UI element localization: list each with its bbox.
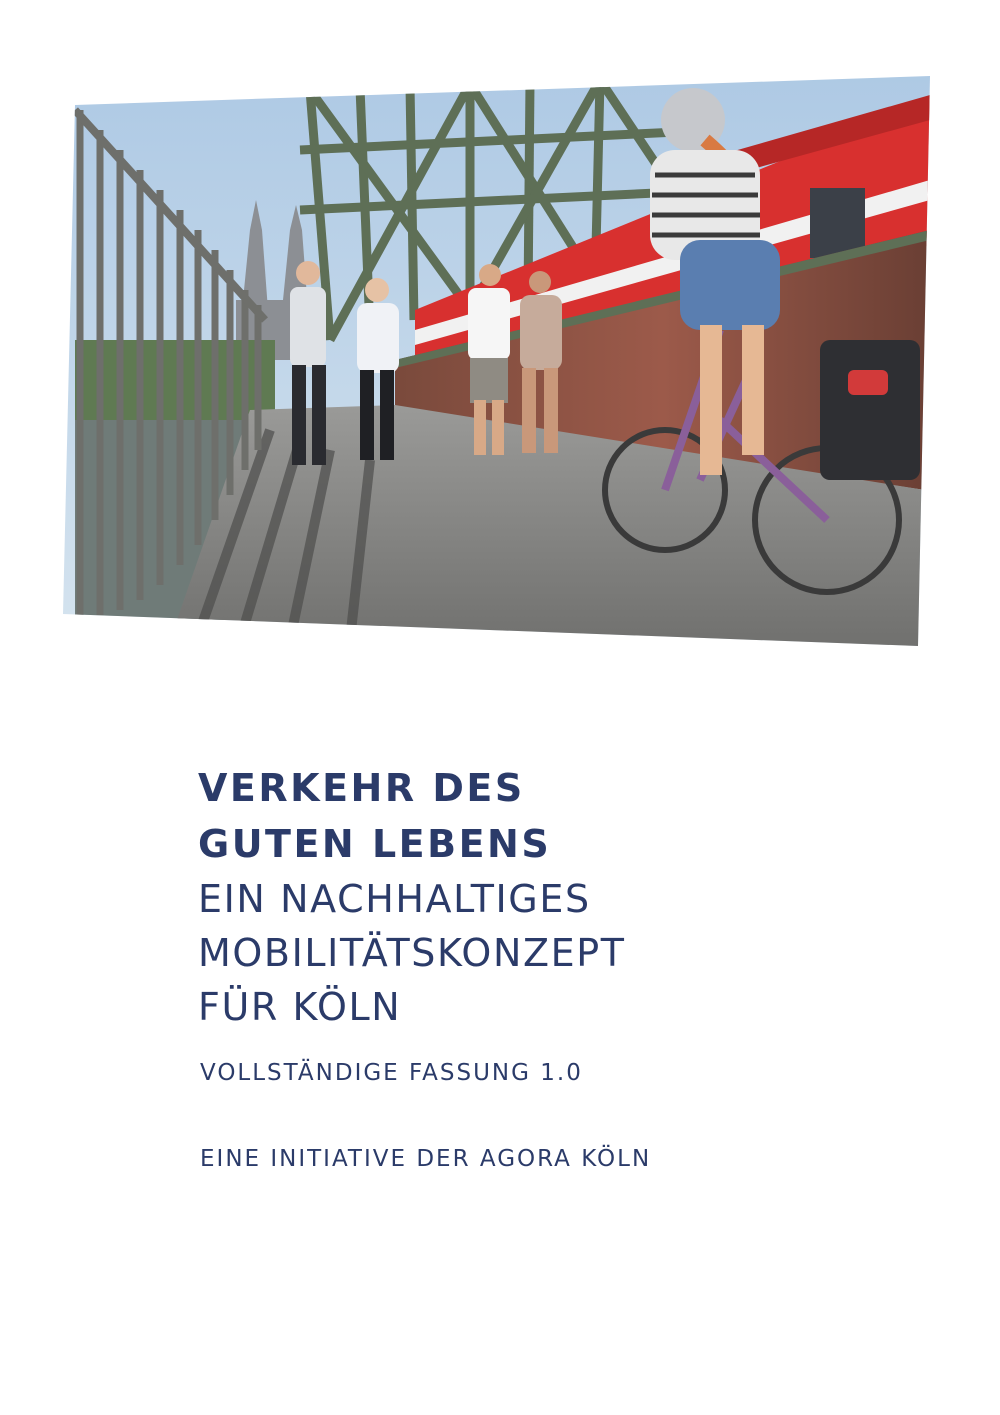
- subtitle: [198, 872, 918, 1034]
- subtitle-line-3: FÜR KÖLN: [198, 985, 402, 1029]
- subtitle-line-1: EIN NACHHALTIGES: [198, 877, 591, 921]
- initiative-label: EINE INITIATIVE DER AGORA KÖLN: [200, 1146, 652, 1172]
- main-title-line-2: GUTEN LEBENS: [198, 822, 552, 866]
- title-block: [198, 760, 918, 1172]
- cover-photo: [0, 0, 1000, 660]
- subtitle-line-2: MOBILITÄTSKONZEPT: [198, 931, 626, 975]
- main-title-line-1: VERKEHR DES: [198, 766, 525, 810]
- version-label: VOLLSTÄNDIGE FASSUNG 1.0: [200, 1060, 583, 1086]
- main-title: [198, 760, 918, 872]
